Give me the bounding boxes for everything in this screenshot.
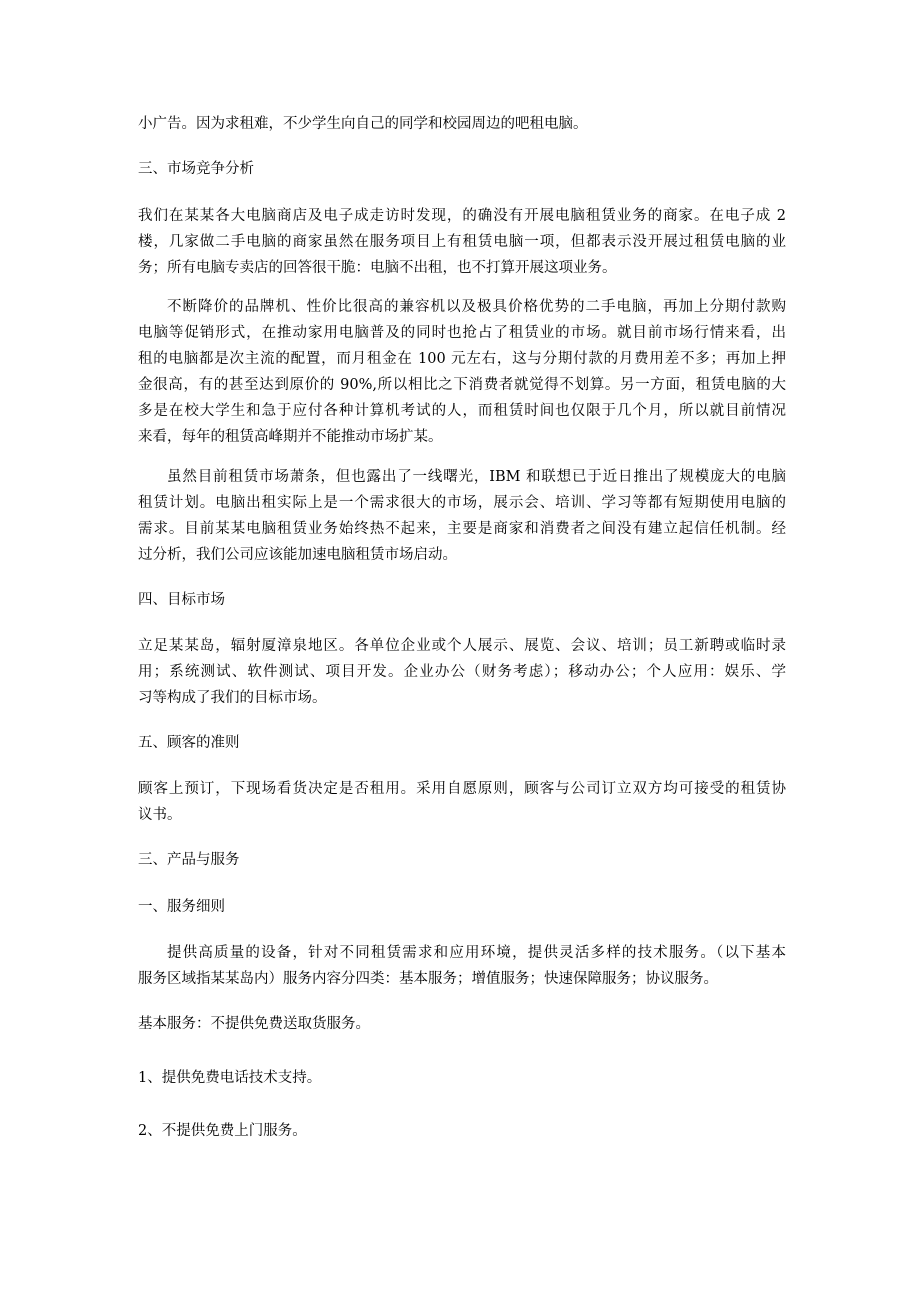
basic-service-line: 基本服务：不提供免费送取货服务。 bbox=[138, 1016, 370, 1032]
competition-paragraph-3-line-2: 租赁计划。电脑出租实际上是一个需求很大的市场，展示会、培训、学习等都有短期使用电脑的 bbox=[138, 495, 786, 511]
customer-paragraph-line-1: 顾客上预订，下现场看货决定是否租用。采用自愿原则，顾客与公司订立双方均可接受的租赁协 bbox=[138, 781, 786, 797]
competition-paragraph-3-line-1: 虽然目前租赁市场萧条，但也露出了一线曙光，IBM 和联想已于近日推出了规模庞大的电脑 bbox=[167, 469, 786, 485]
competition-paragraph-3-line-3: 需求。目前某某电脑租赁业务始终热不起来，主要是商家和消费者之间没有建立起信任机制。经 bbox=[138, 521, 786, 537]
heading-service-details: 一、服务细则 bbox=[138, 899, 225, 915]
competition-paragraph-2-line-3: 租的电脑都是次主流的配置，而月租金在 100 元左右，这与分期付款的月费用差不多；再加上押 bbox=[138, 351, 786, 367]
target-paragraph-line-3: 习等构成了我们的目标市场。 bbox=[138, 690, 327, 706]
heading-customer-rules: 五、顾客的准则 bbox=[138, 735, 240, 751]
intro-paragraph-line: 小广告。因为求租难，不少学生向自己的同学和校园周边的吧租电脑。 bbox=[138, 116, 588, 132]
competition-paragraph-2-line-1: 不断降价的品牌机、性价比很高的兼容机以及极具价格优势的二手电脑，再加上分期付款购 bbox=[167, 299, 786, 315]
heading-target-market: 四、目标市场 bbox=[138, 592, 225, 608]
service-paragraph-line-1: 提供高质量的设备，针对不同租赁需求和应用环境，提供灵活多样的技术服务。（以下基本 bbox=[167, 945, 786, 961]
competition-paragraph-1-line-2: 楼，几家做二手电脑的商家虽然在服务项目上有租赁电脑一项，但都表示没开展过租赁电脑的业 bbox=[138, 234, 786, 250]
competition-paragraph-2-line-5: 多是在校大学生和急于应付各种计算机考试的人，而租赁时间也仅限于几个月，所以就目前情况 bbox=[138, 403, 786, 419]
customer-paragraph-line-2: 议书。 bbox=[138, 807, 182, 823]
heading-products-services: 三、产品与服务 bbox=[138, 852, 240, 868]
competition-paragraph-2-line-2: 电脑等促销形式，在推动家用电脑普及的同时也抢占了租赁业的市场。就目前市场行情来看，出 bbox=[138, 325, 786, 341]
competition-paragraph-2-line-4: 金很高，有的甚至达到原价的 90%,所以相比之下消费者就觉得不划算。另一方面，租赁电脑的大 bbox=[138, 377, 786, 393]
heading-market-competition: 三、市场竞争分析 bbox=[138, 161, 254, 177]
target-paragraph-line-2: 用；系统测试、软件测试、项目开发。企业办公（财务考虑）；移动办公；个人应用：娱乐、学 bbox=[138, 664, 786, 680]
competition-paragraph-3-line-4: 过分析，我们公司应该能加速电脑租赁市场启动。 bbox=[138, 547, 457, 563]
service-list-item-2: 2、不提供免费上门服务。 bbox=[138, 1123, 307, 1139]
target-paragraph-line-1: 立足某某岛，辐射厦漳泉地区。各单位企业或个人展示、展览、会议、培训；员工新聘或临时录 bbox=[138, 638, 786, 654]
service-paragraph-line-2: 服务区域指某某岛内）服务内容分四类：基本服务；增值服务；快速保障服务；协议服务。 bbox=[138, 971, 718, 987]
competition-paragraph-1-line-1: 我们在某某各大电脑商店及电子成走访时发现，的确没有开展电脑租赁业务的商家。在电子成 2 bbox=[138, 208, 786, 224]
service-list-item-1: 1、提供免费电话技术支持。 bbox=[138, 1070, 322, 1086]
competition-paragraph-1-line-3: 务；所有电脑专卖店的回答很干脆：电脑不出租，也不打算开展这项业务。 bbox=[138, 260, 617, 276]
competition-paragraph-2-line-6: 来看，每年的租赁高峰期并不能推动市场扩某。 bbox=[138, 429, 443, 445]
